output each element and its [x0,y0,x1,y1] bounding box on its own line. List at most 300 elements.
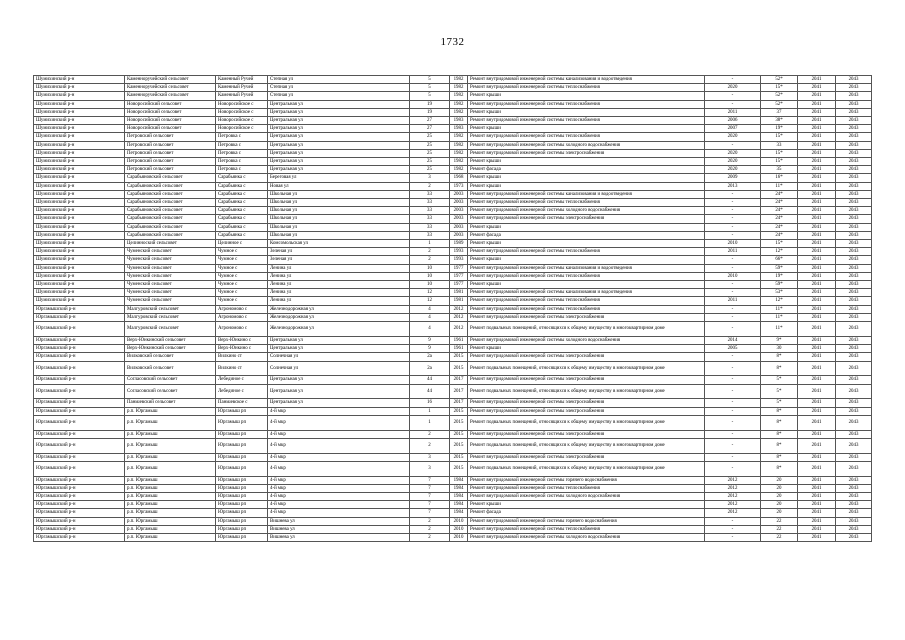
table-row [34,149,872,157]
wear-cell: 52* [761,92,798,100]
municipality-cell: р.п. Юргамыш [125,453,216,461]
street-cell: Комсомольская ул [268,240,410,248]
start-year-cell: 2041 [798,207,836,215]
settlement-cell: Петровка с [216,133,268,141]
municipality-cell: Петровский сельсовет [125,149,216,157]
table-row [34,76,872,84]
wear-cell: 20 [761,492,798,500]
work-type-cell: Ремонт внутридомовой инженерной системы теплоснабжения [468,525,705,533]
wear-cell: 24* [761,190,798,198]
municipality-cell: р.п. Юргамыш [125,517,216,525]
settlement-cell: Сарабьянка с [216,223,268,231]
street-cell: Степная ул [268,76,410,84]
district-cell: Юргамышский р-н [34,492,125,500]
table-row [34,133,872,141]
settlement-cell: Чумное с [216,248,268,256]
build-year-cell: 2015 [450,430,468,438]
district-cell: Юргамышский р-н [34,407,125,415]
table-row [34,100,872,108]
end-year-cell: 2043 [836,313,872,321]
end-year-cell: 2043 [836,199,872,207]
last-repair-year-cell: - [705,223,761,231]
wear-cell: 15* [761,149,798,157]
start-year-cell: 2041 [798,430,836,438]
district-cell: Шумихинский р-н [34,166,125,174]
settlement-cell: Юргамыш рп [216,461,268,476]
district-cell: Юргамышский р-н [34,399,125,407]
municipality-cell: Сарабьяновский сельсовет [125,199,216,207]
end-year-cell: 2043 [836,223,872,231]
district-cell: Юргамышский р-н [34,313,125,321]
street-cell: Центральная ул [268,149,410,157]
settlement-cell: Каменный Ручей [216,76,268,84]
wear-cell: 24* [761,215,798,223]
district-cell: Юргамышский р-н [34,461,125,476]
build-year-cell: 1983 [450,125,468,133]
street-cell: 4-й мкр [268,501,410,509]
street-cell: Ленина ул [268,281,410,289]
last-repair-year-cell: 2007 [705,125,761,133]
street-cell: Солнечная ул [268,353,410,361]
district-cell: Юргамышский р-н [34,361,125,376]
start-year-cell: 2041 [798,345,836,353]
build-year-cell: 2003 [450,190,468,198]
start-year-cell: 2041 [798,149,836,157]
table-row [34,215,872,223]
district-cell: Шумихинский р-н [34,174,125,182]
work-type-cell: Ремонт внутридомовой инженерной системы холодного водоснабжения [468,533,705,541]
street-cell: 4-й мкр [268,453,410,461]
wear-cell: 22 [761,525,798,533]
house-number-cell: 19 [410,108,450,116]
last-repair-year-cell: - [705,215,761,223]
settlement-cell: Сарабьянка с [216,182,268,190]
street-cell: 4-й мкр [268,484,410,492]
end-year-cell: 2043 [836,141,872,149]
work-type-cell: Ремонт внутридомовой инженерной системы канализования и водоотведения [468,264,705,272]
street-cell: 4-й мкр [268,415,410,430]
street-cell: Центральная ул [268,158,410,166]
last-repair-year-cell: - [705,289,761,297]
build-year-cell: 2010 [450,517,468,525]
street-cell: Ленина ул [268,264,410,272]
start-year-cell: 2041 [798,223,836,231]
street-cell: Ленина ул [268,297,410,305]
table-row [34,272,872,280]
build-year-cell: 1977 [450,272,468,280]
district-cell: Шумихинский р-н [34,248,125,256]
table-row [34,305,872,313]
start-year-cell: 2041 [798,215,836,223]
work-type-cell: Ремонт внутридомовой инженерной системы теплоснабжения [468,484,705,492]
house-number-cell: 7 [410,509,450,517]
table-row [34,533,872,541]
end-year-cell: 2043 [836,453,872,461]
wear-cell: 8* [761,415,798,430]
house-number-cell: 25 [410,149,450,157]
settlement-cell: Лебединое с [216,384,268,399]
settlement-cell: Петровка с [216,158,268,166]
last-repair-year-cell: 2014 [705,336,761,344]
district-cell: Шумихинский р-н [34,108,125,116]
table-row [34,461,872,476]
municipality-cell: Каменноручейский сельсовет [125,92,216,100]
house-number-cell: 12 [410,289,450,297]
street-cell: Центральная ул [268,117,410,125]
end-year-cell: 2043 [836,501,872,509]
end-year-cell: 2043 [836,117,872,125]
page-number: 1732 [440,36,465,48]
end-year-cell: 2043 [836,84,872,92]
build-year-cell: 2010 [450,525,468,533]
house-number-cell: 4 [410,313,450,321]
end-year-cell: 2043 [836,149,872,157]
street-cell: Вишнева ул [268,533,410,541]
settlement-cell: Чумное с [216,256,268,264]
work-type-cell: Ремонт крыши [468,174,705,182]
district-cell: Шумихинский р-н [34,281,125,289]
work-type-cell: Ремонт внутридомовой инженерной системы холодного водоснабжения [468,141,705,149]
district-cell: Шумихинский р-н [34,190,125,198]
house-number-cell: 2 [410,533,450,541]
last-repair-year-cell: - [705,141,761,149]
municipality-cell: Каменноручейский сельсовет [125,84,216,92]
wear-cell: 8* [761,453,798,461]
start-year-cell: 2041 [798,92,836,100]
start-year-cell: 2041 [798,272,836,280]
municipality-cell: Петровский сельсовет [125,141,216,149]
work-type-cell: Ремонт крыши [468,240,705,248]
build-year-cell: 1993 [450,248,468,256]
last-repair-year-cell: - [705,361,761,376]
repair-schedule-table [33,75,872,542]
table-row [34,509,872,517]
settlement-cell: Сарабьянка с [216,231,268,239]
last-repair-year-cell: - [705,76,761,84]
wear-cell: 24* [761,231,798,239]
municipality-cell: р.п. Юргамыш [125,525,216,533]
last-repair-year-cell: - [705,533,761,541]
district-cell: Юргамышский р-н [34,525,125,533]
build-year-cell: 2017 [450,376,468,384]
house-number-cell: 10 [410,281,450,289]
municipality-cell: Согласовский сельсовет [125,376,216,384]
settlement-cell: Сарабьянка с [216,190,268,198]
municipality-cell: Согласовский сельсовет [125,384,216,399]
build-year-cell: 1981 [450,297,468,305]
build-year-cell: 1981 [450,289,468,297]
start-year-cell: 2041 [798,517,836,525]
district-cell: Шумихинский р-н [34,92,125,100]
settlement-cell: Юргамыш рп [216,525,268,533]
district-cell: Юргамышский р-н [34,430,125,438]
house-number-cell: 2 [410,517,450,525]
work-type-cell: Ремонт внутридомовой инженерной системы холодного водоснабжения [468,336,705,344]
house-number-cell: 25 [410,141,450,149]
last-repair-year-cell: - [705,376,761,384]
municipality-cell: р.п. Юргамыш [125,476,216,484]
last-repair-year-cell: 2012 [705,484,761,492]
last-repair-year-cell: 2010 [705,240,761,248]
start-year-cell: 2041 [798,100,836,108]
work-type-cell: Ремонт внутридомовой инженерной системы теплоснабжения [468,117,705,125]
build-year-cell: 1968 [450,174,468,182]
table-row [34,223,872,231]
last-repair-year-cell: 2011 [705,248,761,256]
district-cell: Юргамышский р-н [34,509,125,517]
table-row [34,313,872,321]
settlement-cell: Юргамыш рп [216,438,268,453]
street-cell: 4-й мкр [268,461,410,476]
settlement-cell: Петровка с [216,141,268,149]
end-year-cell: 2043 [836,281,872,289]
street-cell: Центральная ул [268,336,410,344]
start-year-cell: 2041 [798,305,836,313]
last-repair-year-cell: 2012 [705,501,761,509]
house-number-cell: 4 [410,305,450,313]
work-type-cell: Ремонт внутридомовой инженерной системы электроснабжения [468,430,705,438]
municipality-cell: Чуменский сельсовет [125,272,216,280]
municipality-cell: Малгуровский сельсовет [125,305,216,313]
municipality-cell: р.п. Юргамыш [125,407,216,415]
end-year-cell: 2043 [836,190,872,198]
settlement-cell: Юргамыш рп [216,430,268,438]
work-type-cell: Ремонт крыши [468,182,705,190]
end-year-cell: 2043 [836,407,872,415]
last-repair-year-cell: - [705,207,761,215]
work-type-cell: Ремонт внутридомовой инженерной системы теплоснабжения [468,248,705,256]
table-row [34,256,872,264]
last-repair-year-cell: - [705,92,761,100]
end-year-cell: 2043 [836,240,872,248]
district-cell: Шумихинский р-н [34,100,125,108]
start-year-cell: 2041 [798,289,836,297]
work-type-cell: Ремонт внутридомовой инженерной системы холодного водоснабжения [468,492,705,500]
table-row [34,438,872,453]
work-type-cell: Ремонт внутридомовой инженерной системы теплоснабжения [468,199,705,207]
last-repair-year-cell: 2009 [705,174,761,182]
build-year-cell: 1984 [450,492,468,500]
wear-cell: 35 [761,166,798,174]
end-year-cell: 2043 [836,484,872,492]
build-year-cell: 2010 [450,533,468,541]
last-repair-year-cell: 2020 [705,133,761,141]
settlement-cell: Агрономово с [216,322,268,337]
last-repair-year-cell: - [705,231,761,239]
build-year-cell: 1982 [450,141,468,149]
end-year-cell: 2043 [836,525,872,533]
district-cell: Шумихинский р-н [34,117,125,125]
house-number-cell: 44 [410,376,450,384]
municipality-cell: Вилковский сельсовет [125,353,216,361]
start-year-cell: 2041 [798,190,836,198]
street-cell: Школьная ул [268,215,410,223]
start-year-cell: 2041 [798,509,836,517]
wear-cell: 11* [761,322,798,337]
street-cell: Вишнева ул [268,525,410,533]
build-year-cell: 2015 [450,353,468,361]
work-type-cell: Ремонт внутридомовой инженерной системы теплоснабжения [468,272,705,280]
table-row [34,361,872,376]
district-cell: Юргамышский р-н [34,484,125,492]
table-row [34,125,872,133]
table-row [34,484,872,492]
municipality-cell: р.п. Юргамыш [125,501,216,509]
start-year-cell: 2041 [798,476,836,484]
municipality-cell: Петровский сельсовет [125,166,216,174]
start-year-cell: 2041 [798,84,836,92]
wear-cell: 11* [761,305,798,313]
work-type-cell: Ремонт внутридомовой инженерной системы теплоснабжения [468,133,705,141]
last-repair-year-cell: 2012 [705,492,761,500]
last-repair-year-cell: - [705,517,761,525]
settlement-cell: Лебединое с [216,376,268,384]
end-year-cell: 2043 [836,158,872,166]
settlement-cell: Юргамыш рп [216,509,268,517]
street-cell: Центральная ул [268,345,410,353]
settlement-cell: Новоросийское с [216,125,268,133]
table-row [34,240,872,248]
house-number-cell: 5 [410,84,450,92]
end-year-cell: 2043 [836,100,872,108]
start-year-cell: 2041 [798,407,836,415]
last-repair-year-cell: - [705,384,761,399]
build-year-cell: 1961 [450,345,468,353]
wear-cell: 20 [761,509,798,517]
house-number-cell: 1 [410,240,450,248]
end-year-cell: 2043 [836,461,872,476]
wear-cell: 24* [761,199,798,207]
municipality-cell: Малгуровский сельсовет [125,313,216,321]
end-year-cell: 2043 [836,345,872,353]
settlement-cell: Юргамыш рп [216,476,268,484]
start-year-cell: 2041 [798,256,836,264]
last-repair-year-cell: - [705,438,761,453]
street-cell: Береговая ул [268,174,410,182]
work-type-cell: Ремонт внутридомовой инженерной системы электроснабжения [468,376,705,384]
table-row [34,92,872,100]
work-type-cell: Ремонт внутридомовой инженерной системы электроснабжения [468,407,705,415]
table-row [34,174,872,182]
municipality-cell: Целинноский сельсовет [125,240,216,248]
wear-cell: 15* [761,240,798,248]
house-number-cell: 7 [410,476,450,484]
settlement-cell: Чумное с [216,297,268,305]
wear-cell: 8* [761,353,798,361]
district-cell: Юргамышский р-н [34,501,125,509]
municipality-cell: Вилковский сельсовет [125,361,216,376]
last-repair-year-cell: - [705,453,761,461]
end-year-cell: 2043 [836,305,872,313]
start-year-cell: 2041 [798,108,836,116]
settlement-cell: Вилкино ст [216,361,268,376]
wear-cell: 22 [761,533,798,541]
wear-cell: 53* [761,289,798,297]
table-row [34,207,872,215]
start-year-cell: 2041 [798,248,836,256]
table-row [34,353,872,361]
wear-cell: 20 [761,501,798,509]
house-number-cell: 2 [410,256,450,264]
table-row [34,476,872,484]
work-type-cell: Ремонт подвальных помещений, относящихся к общему имуществу в многоквартирном доме [468,322,705,337]
end-year-cell: 2043 [836,430,872,438]
start-year-cell: 2041 [798,336,836,344]
settlement-cell: Верх-Юнкино с [216,336,268,344]
street-cell: Центральная ул [268,384,410,399]
street-cell: 4-й мкр [268,492,410,500]
street-cell: Центральная ул [268,399,410,407]
house-number-cell: 2 [410,430,450,438]
district-cell: Юргамышский р-н [34,376,125,384]
settlement-cell: Чумное с [216,264,268,272]
build-year-cell: 1984 [450,501,468,509]
table-row [34,158,872,166]
table-row [34,281,872,289]
district-cell: Шумихинский р-н [34,272,125,280]
wear-cell: 19* [761,272,798,280]
work-type-cell: Ремонт внутридомовой инженерной системы электроснабжения [468,353,705,361]
start-year-cell: 2041 [798,141,836,149]
work-type-cell: Ремонт внутридомовой инженерной системы горячего водоснабжения [468,476,705,484]
table-row [34,399,872,407]
street-cell: Железнодорожная ул [268,305,410,313]
start-year-cell: 2041 [798,453,836,461]
street-cell: Школьная ул [268,190,410,198]
table-row [34,384,872,399]
house-number-cell: 5 [410,92,450,100]
settlement-cell: Паньчевское с [216,399,268,407]
build-year-cell: 2003 [450,215,468,223]
house-number-cell: 12 [410,297,450,305]
district-cell: Шумихинский р-н [34,199,125,207]
district-cell: Шумихинский р-н [34,207,125,215]
house-number-cell: 44 [410,384,450,399]
wear-cell: 11* [761,182,798,190]
municipality-cell: Малгуровский сельсовет [125,322,216,337]
last-repair-year-cell: 2020 [705,166,761,174]
build-year-cell: 1982 [450,84,468,92]
build-year-cell: 1984 [450,484,468,492]
house-number-cell: 7 [410,492,450,500]
start-year-cell: 2041 [798,384,836,399]
build-year-cell: 2015 [450,361,468,376]
last-repair-year-cell: 2011 [705,297,761,305]
wear-cell: 15* [761,158,798,166]
wear-cell: 8* [761,407,798,415]
table-row [34,345,872,353]
house-number-cell: 16 [410,399,450,407]
settlement-cell: Юргамыш рп [216,407,268,415]
district-cell: Юргамышский р-н [34,438,125,453]
municipality-cell: Петровский сельсовет [125,133,216,141]
settlement-cell: Петровка с [216,166,268,174]
wear-cell: 8* [761,461,798,476]
end-year-cell: 2043 [836,125,872,133]
start-year-cell: 2041 [798,322,836,337]
house-number-cell: 2 [410,525,450,533]
wear-cell: 5* [761,376,798,384]
district-cell: Шумихинский р-н [34,215,125,223]
last-repair-year-cell: - [705,100,761,108]
end-year-cell: 2043 [836,399,872,407]
last-repair-year-cell: - [705,415,761,430]
wear-cell: 66* [761,256,798,264]
wear-cell: 11* [761,313,798,321]
table-row [34,141,872,149]
settlement-cell: Новоросийское с [216,108,268,116]
wear-cell: 8* [761,361,798,376]
